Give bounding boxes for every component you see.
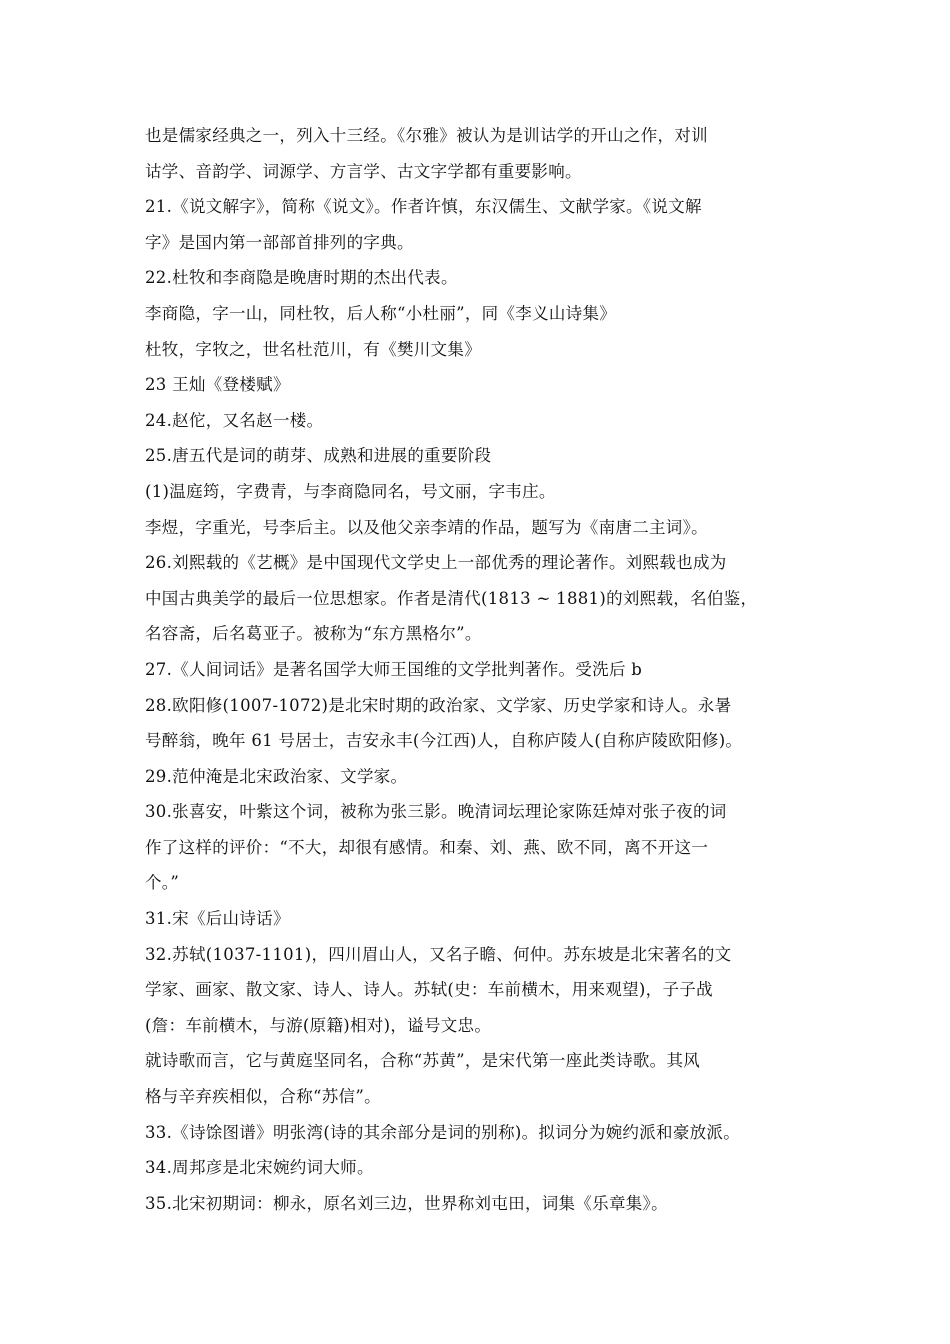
- text-line: 中国古典美学的最后一位思想家。作者是清代(1813 ~ 1881)的刘熙载，名伯鉴，: [145, 588, 758, 608]
- text-line: 24.赵佗，又名赵一楼。: [145, 410, 324, 430]
- text-line: 23 王灿《登楼赋》: [145, 375, 290, 395]
- text-line: 30.张喜安，叶紫这个词，被称为张三影。晚清词坛理论家陈廷焯对张子夜的词: [145, 802, 727, 822]
- text-line: 31.宋《后山诗话》: [145, 909, 290, 929]
- text-line: 29.范仲淹是北宋政治家、文学家。: [145, 766, 408, 786]
- text-line: 21.《说文解字》，简称《说文》。作者许慎，东汉儒生、文献学家。《说文解: [145, 197, 702, 217]
- text-line: 作了这样的评价：“不大，却很有感情。和秦、刘、燕、欧不同，离不开这一: [145, 837, 709, 857]
- text-line: 诂学、音韵学、词源学、方言学、古文字学都有重要影响。: [145, 161, 582, 181]
- text-line: 格与辛弃疾相似，合称“苏信”。: [145, 1087, 381, 1107]
- text-line: 26.刘熙载的《艺概》是中国现代文学史上一部优秀的理论著作。刘熙载也成为: [145, 553, 727, 573]
- text-line: 学家、画家、散文家、诗人、诗人。苏轼(史：车前横木，用来观望)，子子战: [145, 980, 713, 1000]
- text-line: 28.欧阳修(1007-1072)是北宋时期的政治家、文学家、历史学家和诗人。永暑: [145, 695, 732, 715]
- text-line: 25.唐五代是词的萌芽、成熟和进展的重要阶段: [145, 446, 492, 466]
- text-line: 35.北宋初期词：柳永，原名刘三边，世界称刘屯田，词集《乐章集》。: [145, 1193, 668, 1213]
- text-line: 字》是国内第一部部首排列的字典。: [145, 232, 414, 252]
- text-line: 个。”: [145, 873, 180, 893]
- text-line: (詹：车前横木，与游(原籍)相对)，谥号文忠。: [145, 1015, 492, 1035]
- text-line: 李商隐，字一山，同杜牧，后人称“小杜丽”，同《李义山诗集》: [145, 303, 617, 323]
- text-line: 也是儒家经典之一，列入十三经。《尔雅》被认为是训诂学的开山之作，对训: [145, 126, 708, 145]
- text-line: 就诗歌而言，它与黄庭坚同名，合称“苏黄”，是宋代第一座此类诗歌。其风: [145, 1051, 701, 1071]
- text-line: 27.《人间词话》是著名国学大师王国维的文学批判著作。受洗后 b: [145, 659, 643, 679]
- text-line: 34.周邦彦是北宋婉约词大师。: [145, 1158, 374, 1178]
- text-line: 号醉翁，晚年 61 号居士，吉安永丰(今江西)人，自称庐陵人(自称庐陵欧阳修)。: [145, 731, 743, 751]
- text-line: (1)温庭筠，字费青，与李商隐同名，号文丽，字韦庄。: [145, 481, 556, 501]
- text-line: 杜牧，字牧之，世名杜范川，有《樊川文集》: [145, 339, 481, 359]
- text-line: 32.苏轼(1037-1101)，四川眉山人，又名子瞻、何仲。苏东坡是北宋著名的文: [145, 944, 732, 964]
- document-body: [145, 118, 835, 1221]
- text-line: 33.《诗馀图谱》明张湾(诗的其余部分是词的别称)。拟词分为婉约派和豪放派。: [145, 1122, 741, 1142]
- text-line: 22.杜牧和李商隐是晚唐时期的杰出代表。: [145, 268, 458, 288]
- text-line: 李煜，字重光，号李后主。以及他父亲李靖的作品，题写为《南唐二主词》。: [145, 517, 708, 537]
- text-line: 名容斋，后名葛亚子。被称为“东方黑格尔”。: [145, 624, 482, 644]
